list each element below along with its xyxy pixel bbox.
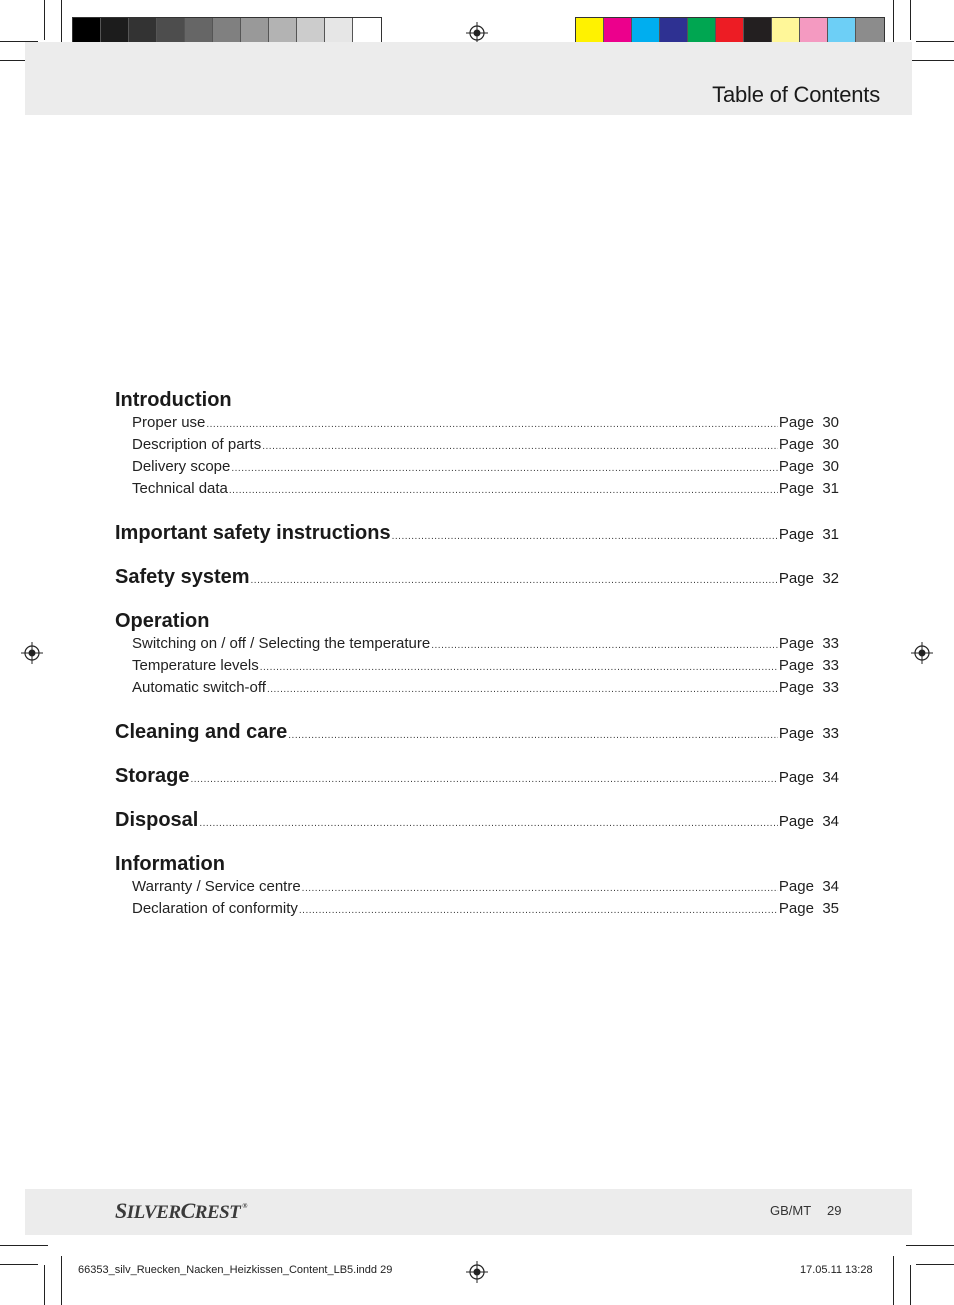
toc-entry-page: Page 35 — [778, 900, 839, 917]
toc-entry-title: Automatic switch-off — [132, 679, 266, 696]
table-of-contents — [115, 388, 839, 920]
toc-section-cleaning[interactable] — [115, 720, 839, 764]
registration-mark-icon — [466, 1261, 488, 1283]
toc-entry-page: Page 33 — [778, 657, 839, 674]
toc-leader-dots — [206, 414, 778, 436]
crop-mark — [910, 0, 911, 40]
slug-date-info: 17.05.11 13:28 — [800, 1264, 873, 1276]
toc-entry-page: Page 31 — [778, 526, 839, 543]
toc-section-heading: Operation — [115, 610, 210, 632]
toc-entry-page: Page 31 — [778, 480, 839, 497]
toc-entry-title: Proper use — [132, 414, 206, 431]
toc-entry-title: Description of parts — [132, 436, 262, 453]
toc-section-operation — [115, 609, 839, 699]
crop-mark — [44, 0, 45, 40]
toc-leader-dots — [267, 679, 778, 701]
toc-section-information — [115, 852, 839, 920]
toc-leader-dots — [288, 730, 778, 741]
toc-entry-title: Warranty / Service centre — [132, 878, 301, 895]
page-number: 29 — [827, 1203, 842, 1218]
toc-section-heading: Cleaning and care — [115, 721, 288, 743]
toc-leader-dots — [431, 635, 778, 657]
toc-section-introduction — [115, 388, 839, 500]
toc-section-heading: Important safety instructions — [115, 522, 391, 544]
toc-entry-page: Page 32 — [778, 570, 839, 587]
toc-leader-dots — [229, 480, 778, 502]
toc-entry[interactable] — [115, 677, 839, 699]
toc-entry-page: Page 30 — [778, 414, 839, 431]
crop-mark — [61, 1256, 62, 1305]
toc-leader-dots — [251, 575, 778, 586]
toc-entry-page: Page 33 — [778, 635, 839, 652]
toc-section-heading: Introduction — [115, 389, 232, 411]
toc-leader-dots — [199, 818, 778, 829]
toc-section-disposal[interactable] — [115, 808, 839, 852]
toc-section-heading: Information — [115, 853, 225, 875]
toc-entry-page: Page 30 — [778, 458, 839, 475]
toc-entry[interactable] — [115, 898, 839, 920]
crop-mark — [44, 1265, 45, 1305]
crop-mark — [916, 41, 954, 42]
toc-entry[interactable] — [115, 876, 839, 898]
toc-entry-title: Switching on / off / Selecting the temperature — [132, 635, 431, 652]
toc-entry-page: Page 34 — [778, 878, 839, 895]
toc-entry-page: Page 33 — [778, 725, 839, 742]
crop-mark — [906, 60, 954, 61]
toc-leader-dots — [260, 657, 778, 679]
toc-section-safety-system[interactable] — [115, 565, 839, 609]
crop-mark — [893, 0, 894, 48]
page-title: Table of Contents — [712, 82, 880, 107]
toc-entry[interactable] — [115, 412, 839, 434]
toc-section-heading: Safety system — [115, 566, 250, 588]
registration-mark-icon — [466, 22, 488, 44]
toc-leader-dots — [190, 774, 777, 785]
toc-entry[interactable] — [115, 434, 839, 456]
crop-mark — [61, 0, 62, 48]
toc-leader-dots — [231, 458, 778, 480]
toc-section-important-safety[interactable] — [115, 521, 839, 565]
crop-mark — [906, 1245, 954, 1246]
toc-entry[interactable] — [115, 633, 839, 655]
crop-mark — [0, 1264, 38, 1265]
toc-entry-title: Temperature levels — [132, 657, 259, 674]
toc-entry-title: Delivery scope — [132, 458, 231, 475]
toc-entry-title: Declaration of conformity — [132, 900, 298, 917]
region-code: GB/MT — [770, 1203, 812, 1218]
registration-mark-icon — [911, 642, 933, 664]
toc-entry-title: Technical data — [132, 480, 228, 497]
toc-entry-page: Page 34 — [778, 769, 839, 786]
toc-leader-dots — [299, 900, 778, 922]
crop-mark — [893, 1256, 894, 1305]
toc-section-storage[interactable] — [115, 764, 839, 808]
toc-section-heading: Disposal — [115, 809, 199, 831]
toc-entry[interactable] — [115, 655, 839, 677]
registration-mark-icon — [21, 642, 43, 664]
crop-mark — [910, 1265, 911, 1305]
toc-entry[interactable] — [115, 478, 839, 500]
toc-leader-dots — [392, 531, 778, 542]
toc-section-heading: Storage — [115, 765, 190, 787]
toc-entry-page: Page 34 — [778, 813, 839, 830]
toc-leader-dots — [302, 878, 778, 900]
crop-mark — [0, 1245, 48, 1246]
silvercrest-logo: SILVERCREST ® — [115, 1198, 248, 1223]
toc-entry[interactable] — [115, 456, 839, 478]
toc-entry-page: Page 33 — [778, 679, 839, 696]
toc-entry-page: Page 30 — [778, 436, 839, 453]
slug-file-info: 66353_silv_Ruecken_Nacken_Heizkissen_Content_LB5.indd 29 — [78, 1264, 393, 1276]
toc-leader-dots — [262, 436, 778, 458]
crop-mark — [916, 1264, 954, 1265]
